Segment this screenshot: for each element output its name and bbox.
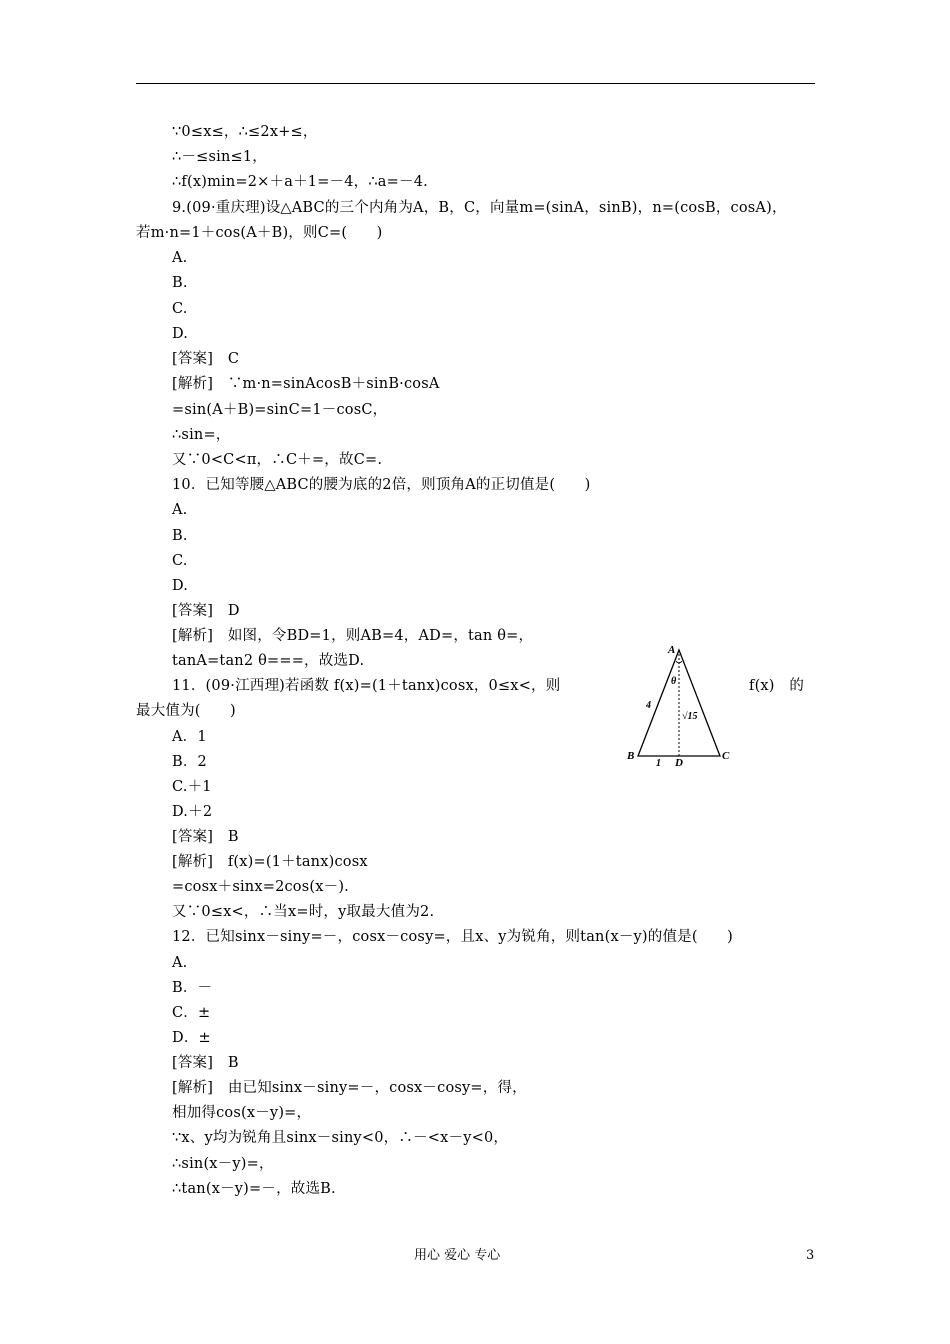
option-d: D．± <box>172 1030 211 1046</box>
option-b: B. <box>172 275 188 291</box>
text-line: ∴tan(x－y)=－，故选B. <box>172 1181 336 1197</box>
explanation: [解析] 由已知sinx－siny=－，cosx－cosy=，得， <box>172 1080 527 1096</box>
text-line: ∴sin(x－y)=， <box>172 1156 274 1172</box>
option-a: A. <box>172 502 188 518</box>
footer-slogan: 用心 爱心 专心 <box>414 1248 501 1263</box>
text-line: 相加得cos(x－y)=， <box>172 1105 312 1121</box>
answer: [答案] C <box>172 351 240 367</box>
answer: [答案] D <box>172 603 240 619</box>
text-line: ∴－≤sin≤1， <box>172 149 267 165</box>
question-12: 12．已知sinx－siny=－，cosx－cosy=，且x、y为锐角，则tan(x－y)的值是( ) <box>172 929 733 945</box>
option-c: C.＋1 <box>172 779 212 795</box>
answer: [答案] B <box>172 829 239 845</box>
label-c: C <box>722 750 730 762</box>
text-line: ∴sin=， <box>172 427 231 443</box>
text-line: =sin(A＋B)=sinC=1－cosC， <box>172 402 388 418</box>
label-height: √15 <box>682 711 698 722</box>
label-side-length: 4 <box>646 700 651 711</box>
header-rule <box>136 83 815 84</box>
option-a: A. <box>172 955 188 971</box>
option-c: C. <box>172 301 188 317</box>
text-line: ∵x、y均为锐角且sinx－siny<0，∴－<x－y<0， <box>172 1130 509 1146</box>
option-b: B．－ <box>172 980 213 996</box>
page-number: 3 <box>806 1248 815 1263</box>
option-a: A. <box>172 250 188 266</box>
text-line: 又∵0<C<π，∴C＋=，故C=. <box>172 452 383 468</box>
option-c: C. <box>172 553 188 569</box>
text-line: ∵0≤x≤，∴≤2x+≤， <box>172 124 318 140</box>
option-d: D. <box>172 578 189 594</box>
question-11-tail: f(x) 的 <box>749 678 805 694</box>
option-b: B．2 <box>172 754 207 770</box>
text-line: =cosx＋sinx=2cos(x－). <box>172 879 349 895</box>
text-line: 最大值为( ) <box>136 703 236 719</box>
question-11: 11．(09·江西理)若函数 f(x)=(1＋tanx)cosx，0≤x<，则 <box>172 678 561 694</box>
option-c: C．± <box>172 1005 211 1021</box>
option-b: B. <box>172 528 188 544</box>
answer: [答案] B <box>172 1055 239 1071</box>
option-d: D.＋2 <box>172 804 213 820</box>
text-line: 又∵0≤x<，∴当x=时，y取最大值为2. <box>172 904 435 920</box>
label-theta: θ <box>671 676 677 687</box>
text-line: ∴f(x)min=2×＋a＋1=－4，∴a=－4. <box>172 174 428 190</box>
option-a: A．1 <box>172 729 207 745</box>
explanation: [解析] ∵m·n=sinAcosB＋sinB·cosA <box>172 376 440 392</box>
explanation: [解析] f(x)=(1＋tanx)cosx <box>172 854 368 870</box>
question-9: 9.(09·重庆理)设△ABC的三个内角为A，B，C，向量m=(sinA，sinB)，n=(cosB，cosA)， <box>172 200 787 216</box>
explanation: [解析] 如图，令BD=1，则AB=4，AD=，tan θ=， <box>172 628 534 644</box>
triangle-figure <box>622 642 740 770</box>
label-a: A <box>668 644 676 656</box>
question-10: 10．已知等腰△ABC的腰为底的2倍，则顶角A的正切值是( ) <box>172 477 591 493</box>
label-base-length: 1 <box>656 758 661 769</box>
option-d: D. <box>172 326 189 342</box>
text-line: 若m·n=1＋cos(A＋B)，则C=( ) <box>136 225 383 241</box>
label-d: D <box>675 757 683 769</box>
text-line: tanA=tan2 θ===，故选D. <box>172 653 365 669</box>
label-b: B <box>627 750 635 762</box>
